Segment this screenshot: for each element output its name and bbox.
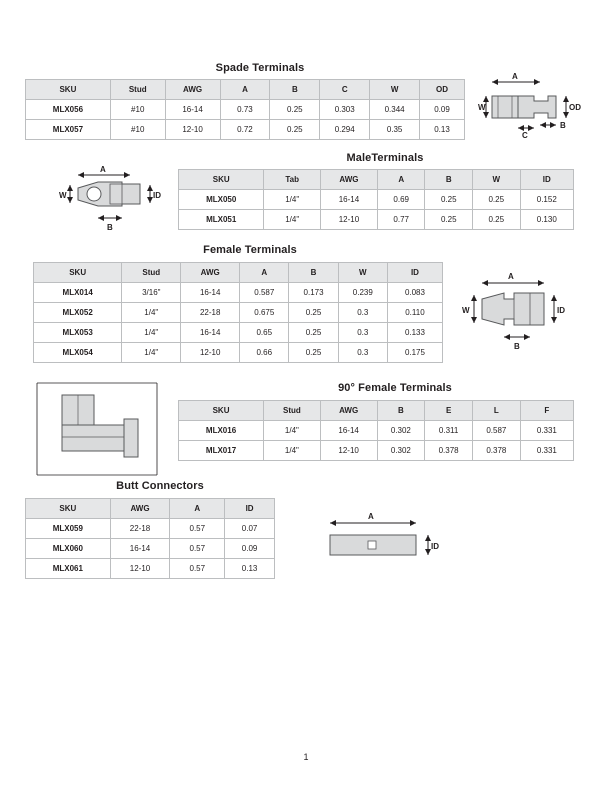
svg-text:A: A — [368, 512, 374, 521]
table-header-row — [179, 170, 574, 190]
cell-value: 0.57 — [170, 539, 225, 559]
svg-text:ID: ID — [557, 306, 565, 315]
section-title-spade: Spade Terminals — [215, 62, 305, 74]
column-header: A — [240, 263, 289, 283]
cell-value: 0.25 — [473, 190, 521, 210]
section-title-female: Female Terminals — [203, 244, 297, 256]
cell-value: 0.675 — [240, 303, 289, 323]
cell-value: 12-10 — [181, 343, 240, 363]
cell-value: #10 — [110, 100, 165, 120]
svg-text:ID: ID — [431, 542, 439, 551]
svg-text:OD: OD — [569, 103, 581, 112]
column-header: AWG — [165, 80, 220, 100]
table-row — [34, 303, 443, 323]
table-row — [34, 343, 443, 363]
column-header: OD — [420, 80, 465, 100]
cell-value: 16-14 — [181, 283, 240, 303]
cell-value: 0.331 — [520, 441, 573, 461]
column-header: Stud — [110, 80, 165, 100]
cell-value: 0.65 — [240, 323, 289, 343]
cell-value: 0.07 — [225, 519, 275, 539]
diagram-female-terminal — [452, 265, 592, 360]
cell-sku: MLX060 — [26, 539, 111, 559]
svg-text:B: B — [514, 342, 520, 351]
cell-value: 0.331 — [520, 421, 573, 441]
svg-text:C: C — [522, 131, 528, 140]
cell-value: 0.25 — [425, 210, 473, 230]
cell-value: 16-14 — [320, 421, 377, 441]
table-male-terminals — [178, 169, 574, 230]
cell-value: 22-18 — [181, 303, 240, 323]
column-header: AWG — [320, 401, 377, 421]
column-header: SKU — [26, 499, 111, 519]
cell-value: 0.378 — [473, 441, 521, 461]
svg-text:A: A — [100, 165, 106, 174]
cell-value: 0.25 — [289, 323, 338, 343]
cell-value: 0.69 — [377, 190, 425, 210]
cell-value: 0.57 — [170, 519, 225, 539]
column-header: A — [220, 80, 270, 100]
svg-text:B: B — [107, 223, 113, 232]
column-header: Tab — [264, 170, 321, 190]
cell-value: 1/4" — [122, 343, 181, 363]
cell-value: 0.25 — [473, 210, 521, 230]
column-header: Stud — [264, 401, 321, 421]
table-row — [179, 421, 574, 441]
table-header-row — [26, 80, 465, 100]
cell-value: 12-10 — [165, 120, 220, 140]
cell-value: 0.25 — [289, 343, 338, 363]
cell-value: 0.173 — [289, 283, 338, 303]
cell-value: 0.175 — [387, 343, 442, 363]
cell-value: 0.25 — [270, 120, 320, 140]
cell-value: 0.344 — [370, 100, 420, 120]
svg-text:A: A — [512, 72, 518, 81]
cell-value: 0.3 — [338, 323, 387, 343]
column-header: A — [170, 499, 225, 519]
column-header: W — [338, 263, 387, 283]
cell-value: 0.133 — [387, 323, 442, 343]
table-butt-connectors — [25, 498, 275, 579]
page-number: 1 — [303, 752, 309, 762]
cell-value: #10 — [110, 120, 165, 140]
cell-value: 16-14 — [165, 100, 220, 120]
column-header: SKU — [179, 401, 264, 421]
table-header-row — [26, 499, 275, 519]
svg-text:W: W — [59, 191, 67, 200]
cell-value: 0.25 — [270, 100, 320, 120]
table-row — [179, 441, 574, 461]
cell-value: 0.09 — [420, 100, 465, 120]
column-header: C — [320, 80, 370, 100]
cell-sku: MLX054 — [34, 343, 122, 363]
table-female-terminals — [33, 262, 443, 363]
section-title-butt: Butt Connectors — [116, 480, 204, 492]
cell-value: 0.110 — [387, 303, 442, 323]
table-spade-terminals — [25, 79, 465, 140]
cell-value: 0.303 — [320, 100, 370, 120]
cell-value: 0.378 — [425, 441, 473, 461]
column-header: SKU — [26, 80, 111, 100]
table-header-row — [179, 401, 574, 421]
cell-sku: MLX051 — [179, 210, 264, 230]
cell-value: 0.152 — [520, 190, 573, 210]
cell-value: 1/4" — [264, 441, 321, 461]
cell-value: 0.302 — [377, 421, 425, 441]
cell-value: 0.13 — [225, 559, 275, 579]
cell-sku: MLX053 — [34, 323, 122, 343]
column-header: E — [425, 401, 473, 421]
svg-text:ID: ID — [153, 191, 161, 200]
diagram-spade-terminal — [478, 70, 588, 150]
cell-value: 0.73 — [220, 100, 270, 120]
cell-value: 0.3 — [338, 303, 387, 323]
svg-text:W: W — [462, 306, 470, 315]
table-row — [26, 539, 275, 559]
table-row — [26, 519, 275, 539]
table-female-90-terminals — [178, 400, 574, 461]
column-header: SKU — [179, 170, 264, 190]
cell-value: 0.083 — [387, 283, 442, 303]
cell-value: 12-10 — [320, 210, 377, 230]
cell-sku: MLX059 — [26, 519, 111, 539]
column-header: Stud — [122, 263, 181, 283]
column-header: ID — [520, 170, 573, 190]
cell-value: 0.77 — [377, 210, 425, 230]
table-row — [26, 100, 465, 120]
cell-value: 0.587 — [473, 421, 521, 441]
cell-sku: MLX056 — [26, 100, 111, 120]
cell-value: 3/16" — [122, 283, 181, 303]
cell-value: 0.239 — [338, 283, 387, 303]
cell-value: 0.294 — [320, 120, 370, 140]
cell-value: 0.35 — [370, 120, 420, 140]
table-row — [34, 283, 443, 303]
diagram-male-terminal — [22, 160, 172, 245]
cell-value: 22-18 — [110, 519, 170, 539]
table-row — [26, 120, 465, 140]
cell-sku: MLX017 — [179, 441, 264, 461]
svg-text:B: B — [560, 121, 566, 130]
cell-value: 0.25 — [289, 303, 338, 323]
cell-value: 0.130 — [520, 210, 573, 230]
cell-value: 1/4" — [122, 323, 181, 343]
table-row — [179, 190, 574, 210]
cell-value: 1/4" — [264, 190, 321, 210]
column-header: ID — [387, 263, 442, 283]
svg-text:A: A — [508, 272, 514, 281]
column-header: W — [473, 170, 521, 190]
cell-value: 16-14 — [181, 323, 240, 343]
column-header: SKU — [34, 263, 122, 283]
table-header-row — [34, 263, 443, 283]
diagram-female-90-terminal — [22, 375, 172, 485]
cell-value: 0.25 — [425, 190, 473, 210]
column-header: B — [377, 401, 425, 421]
cell-sku: MLX052 — [34, 303, 122, 323]
cell-value: 12-10 — [320, 441, 377, 461]
cell-value: 16-14 — [110, 539, 170, 559]
cell-sku: MLX061 — [26, 559, 111, 579]
table-row — [179, 210, 574, 230]
cell-value: 12-10 — [110, 559, 170, 579]
column-header: AWG — [110, 499, 170, 519]
svg-text:W: W — [478, 103, 486, 112]
cell-value: 1/4" — [264, 210, 321, 230]
cell-sku: MLX050 — [179, 190, 264, 210]
column-header: B — [270, 80, 320, 100]
column-header: L — [473, 401, 521, 421]
cell-value: 1/4" — [122, 303, 181, 323]
cell-value: 1/4" — [264, 421, 321, 441]
column-header: W — [370, 80, 420, 100]
diagram-butt-connector — [320, 505, 460, 575]
column-header: F — [520, 401, 573, 421]
cell-sku: MLX016 — [179, 421, 264, 441]
column-header: B — [425, 170, 473, 190]
cell-value: 0.57 — [170, 559, 225, 579]
table-row — [34, 323, 443, 343]
column-header: ID — [225, 499, 275, 519]
cell-value: 0.09 — [225, 539, 275, 559]
column-header: AWG — [320, 170, 377, 190]
section-title-male: MaleTerminals — [346, 152, 424, 164]
cell-value: 0.3 — [338, 343, 387, 363]
cell-sku: MLX057 — [26, 120, 111, 140]
cell-value: 0.72 — [220, 120, 270, 140]
cell-sku: MLX014 — [34, 283, 122, 303]
cell-value: 16-14 — [320, 190, 377, 210]
cell-value: 0.587 — [240, 283, 289, 303]
column-header: AWG — [181, 263, 240, 283]
cell-value: 0.13 — [420, 120, 465, 140]
column-header: A — [377, 170, 425, 190]
cell-value: 0.302 — [377, 441, 425, 461]
section-title-female90: 90° Female Terminals — [338, 382, 452, 394]
cell-value: 0.66 — [240, 343, 289, 363]
table-row — [26, 559, 275, 579]
cell-value: 0.311 — [425, 421, 473, 441]
column-header: B — [289, 263, 338, 283]
